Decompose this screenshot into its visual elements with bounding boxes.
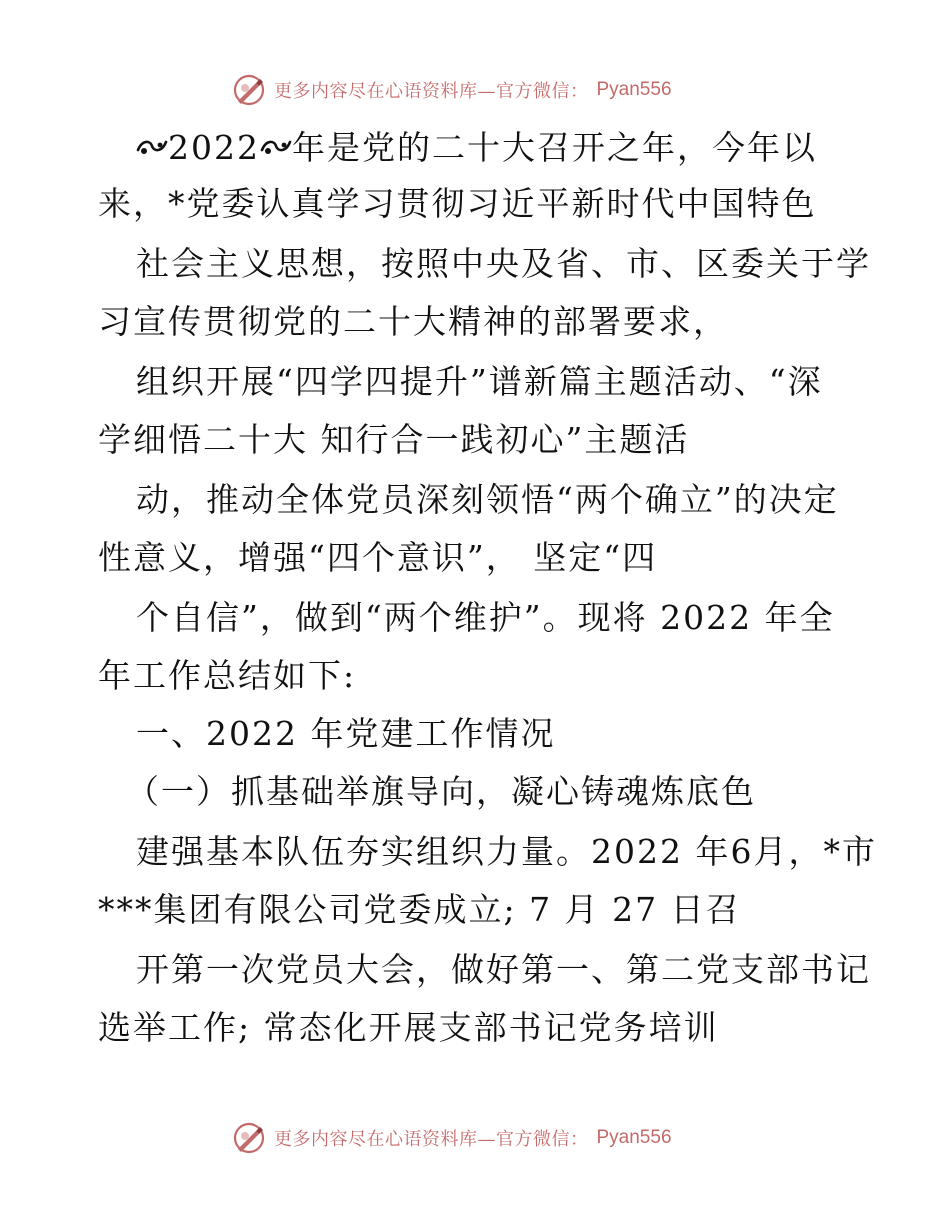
paragraph-line: 个自信”，做到“两个维护”。现将 2022 年全 [136,598,835,637]
paragraph-line: 习宣传贯彻党的二十大精神的部署要求， [98,302,728,341]
paragraph-line: 年工作总结如下: [98,656,357,695]
paragraph-line: 开第一次党员大会，做好第一、第二党支部书记 [136,950,871,989]
watermark-text: 更多内容尽在心语资料库—官方微信： [274,1129,589,1150]
header-watermark [232,70,672,110]
paragraph-line: 选举工作; 常态化开展支部书记党务培训 [98,1008,719,1047]
paragraph-line: 学细悟二十大 知行合一践初心”主题活 [98,420,690,459]
paragraph-line [136,128,817,168]
footer-watermark [232,1118,672,1158]
pen-logo-icon [232,1121,266,1155]
paragraph-line: ***集团有限公司党委成立; 7 月 27 日召 [98,890,741,929]
fleuron-icon [136,136,168,158]
section-heading: 一、2022 年党建工作情况 [136,714,556,753]
year-text: 2022 [168,128,260,167]
subsection-heading: （一）抓基础举旗导向，凝心铸魂炼底色 [126,772,756,811]
watermark-wechat-id: Pyan556 [596,79,672,100]
watermark-text: 更多内容尽在心语资料库—官方微信： [274,81,589,102]
watermark-wechat-id: Pyan556 [596,1127,672,1148]
fleuron-icon [260,136,292,158]
paragraph-line: 来，*党委认真学习贯彻习近平新时代中国特色 [98,184,817,223]
pen-logo-icon [232,73,266,107]
paragraph-line: 建强基本队伍夯实组织力量。2022 年6月，*市 [136,832,877,871]
line-text: 年是党的二十大召开之年，今年以 [291,128,817,167]
paragraph-line: 社会主义思想，按照中央及省、市、区委关于学 [136,244,871,283]
paragraph-line: 组织开展“四学四提升”谱新篇主题活动、“深 [136,362,823,401]
paragraph-line: 动，推动全体党员深刻领悟“两个确立”的决定 [136,480,839,519]
paragraph-line: 性意义，增强“四个意识”， 坚定“四 [98,538,658,577]
